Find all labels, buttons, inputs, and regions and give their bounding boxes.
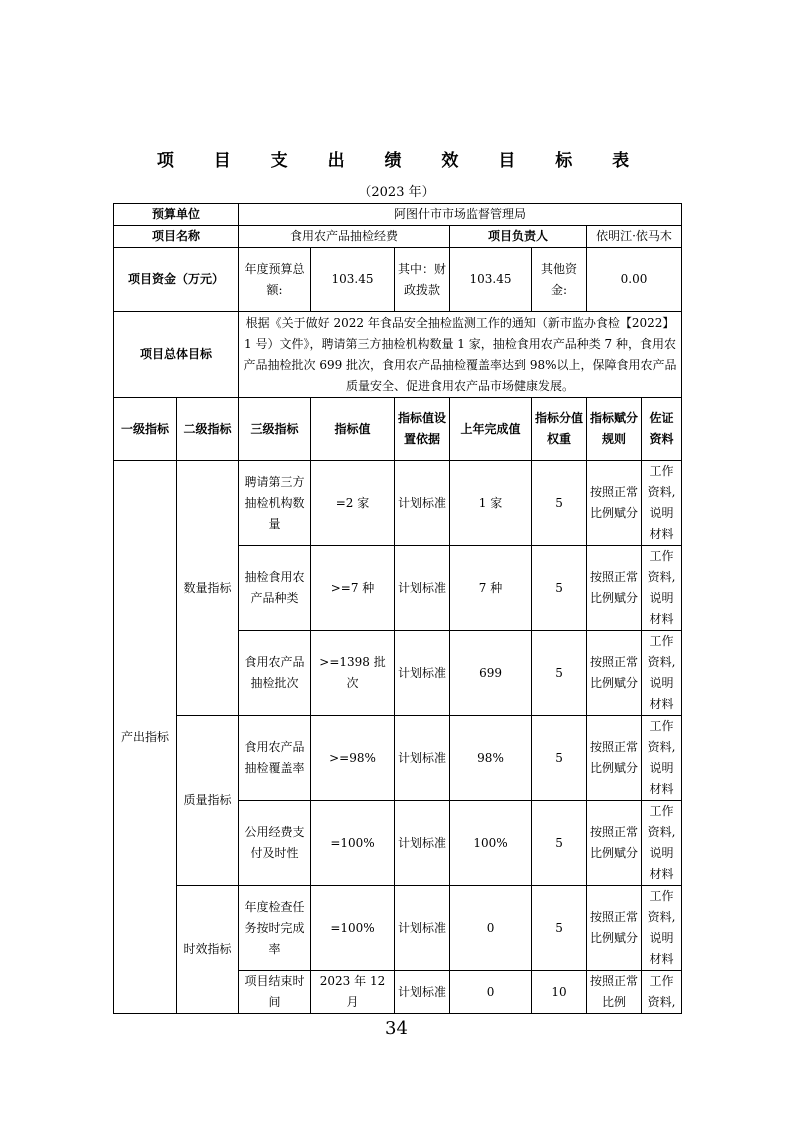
- indicator-basis: 计划标准: [395, 886, 450, 971]
- indicator-value: =100%: [311, 801, 395, 886]
- table-row: [114, 886, 682, 971]
- header-level2: 二级指标: [177, 398, 239, 461]
- owner-value: 依明江·依马木: [587, 226, 682, 248]
- project-label: 项目名称: [114, 226, 239, 248]
- header-weight: 指标分值权重: [532, 398, 587, 461]
- project-row: [114, 226, 682, 248]
- indicator-last-year: 100%: [450, 801, 532, 886]
- fund-label: 项目资金（万元）: [114, 248, 239, 312]
- indicator-last-year: 0: [450, 971, 532, 1014]
- indicator-last-year: 0: [450, 886, 532, 971]
- indicator-value: =2 家: [311, 461, 395, 546]
- indicator-basis: 计划标准: [395, 801, 450, 886]
- header-rule: 指标赋分规则: [587, 398, 642, 461]
- unit-label: 预算单位: [114, 204, 239, 226]
- indicator-value: >=7 种: [311, 546, 395, 631]
- project-value: 食用农产品抽检经费: [239, 226, 450, 248]
- goal-row: [114, 312, 682, 398]
- unit-value: 阿图什市市场监督管理局: [239, 204, 682, 226]
- group-quality: 质量指标: [177, 716, 239, 886]
- group-timeliness: 时效指标: [177, 886, 239, 1014]
- header-basis: 指标值设置依据: [395, 398, 450, 461]
- goal-text: 根据《关于做好 2022 年食品安全抽检监测工作的通知（新市监办食检【2022】1 号）文件》，聘请第三方抽检机构数量 1 家，抽检食用农产品种类 7 种，食用农产品抽检批次 699 批次，食用农产品抽检覆盖率达到 98%以上，保障食用农产品质量安全、促进食用农产品市场健康发展。: [239, 312, 682, 398]
- indicator-basis: 计划标准: [395, 546, 450, 631]
- indicator-name: 聘请第三方抽检机构数量: [239, 461, 311, 546]
- indicator-last-year: 1 家: [450, 461, 532, 546]
- indicator-rule: 按照正常比例赋分: [587, 716, 642, 801]
- level1-output: 产出指标: [114, 461, 177, 1014]
- indicator-evidence: 工作资料,说明材料: [642, 461, 682, 546]
- fund-other-label: 其他资金:: [532, 248, 587, 312]
- header-level3: 三级指标: [239, 398, 311, 461]
- fund-row: [114, 248, 682, 312]
- indicator-rule: 按照正常比例赋分: [587, 546, 642, 631]
- indicator-evidence: 工作资料,说明材料: [642, 631, 682, 716]
- indicator-evidence: 工作资料,说明材料: [642, 801, 682, 886]
- indicator-last-year: 7 种: [450, 546, 532, 631]
- indicator-name: 食用农产品抽检批次: [239, 631, 311, 716]
- indicator-weight: 5: [532, 801, 587, 886]
- goal-label: 项目总体目标: [114, 312, 239, 398]
- indicator-rule: 按照正常比例赋分: [587, 461, 642, 546]
- indicator-weight: 5: [532, 631, 587, 716]
- indicator-value: 2023 年 12 月: [311, 971, 395, 1014]
- table-row: [114, 716, 682, 801]
- indicator-basis: 计划标准: [395, 716, 450, 801]
- unit-row: [114, 204, 682, 226]
- indicator-name: 年度检查任务按时完成率: [239, 886, 311, 971]
- indicator-rule: 按照正常比例赋分: [587, 631, 642, 716]
- fund-total-label: 年度预算总额:: [239, 248, 311, 312]
- indicator-weight: 5: [532, 716, 587, 801]
- indicator-value: =100%: [311, 886, 395, 971]
- indicator-rule: 按照正常比例赋分: [587, 886, 642, 971]
- page-number: 34: [385, 1018, 408, 1039]
- indicator-last-year: 98%: [450, 716, 532, 801]
- fund-fiscal-value: 103.45: [450, 248, 532, 312]
- fund-total-value: 103.45: [311, 248, 395, 312]
- indicator-name: 抽检食用农产品种类: [239, 546, 311, 631]
- header-level1: 一级指标: [114, 398, 177, 461]
- indicator-rule: 按照正常比例赋分: [587, 801, 642, 886]
- indicator-weight: 5: [532, 886, 587, 971]
- indicator-rule: 按照正常比例: [587, 971, 642, 1014]
- fund-fiscal-label: 其中：财政拨款: [395, 248, 450, 312]
- group-quantity: 数量指标: [177, 461, 239, 716]
- indicator-last-year: 699: [450, 631, 532, 716]
- indicator-weight: 5: [532, 461, 587, 546]
- performance-table: [113, 203, 682, 1014]
- owner-label: 项目负责人: [450, 226, 587, 248]
- indicator-basis: 计划标准: [395, 971, 450, 1014]
- indicator-evidence: 工作资料,说明材料: [642, 716, 682, 801]
- indicator-basis: 计划标准: [395, 631, 450, 716]
- indicator-evidence: 工作资料,: [642, 971, 682, 1014]
- indicator-weight: 10: [532, 971, 587, 1014]
- indicator-weight: 5: [532, 546, 587, 631]
- header-row: [114, 398, 682, 461]
- indicator-basis: 计划标准: [395, 461, 450, 546]
- page-title: 项 目 支 出 绩 效 目 标 表: [156, 151, 647, 171]
- indicator-name: 食用农产品抽检覆盖率: [239, 716, 311, 801]
- table-row: [114, 461, 682, 546]
- header-value: 指标值: [311, 398, 395, 461]
- fund-other-value: 0.00: [587, 248, 682, 312]
- indicator-name: 项目结束时间: [239, 971, 311, 1014]
- year-label: （2023 年）: [358, 185, 435, 200]
- indicator-name: 公用经费支付及时性: [239, 801, 311, 886]
- indicator-value: >=1398 批次: [311, 631, 395, 716]
- indicator-value: >=98%: [311, 716, 395, 801]
- header-evidence: 佐证资料: [642, 398, 682, 461]
- indicator-evidence: 工作资料,说明材料: [642, 886, 682, 971]
- header-last-year: 上年完成值: [450, 398, 532, 461]
- indicator-evidence: 工作资料,说明材料: [642, 546, 682, 631]
